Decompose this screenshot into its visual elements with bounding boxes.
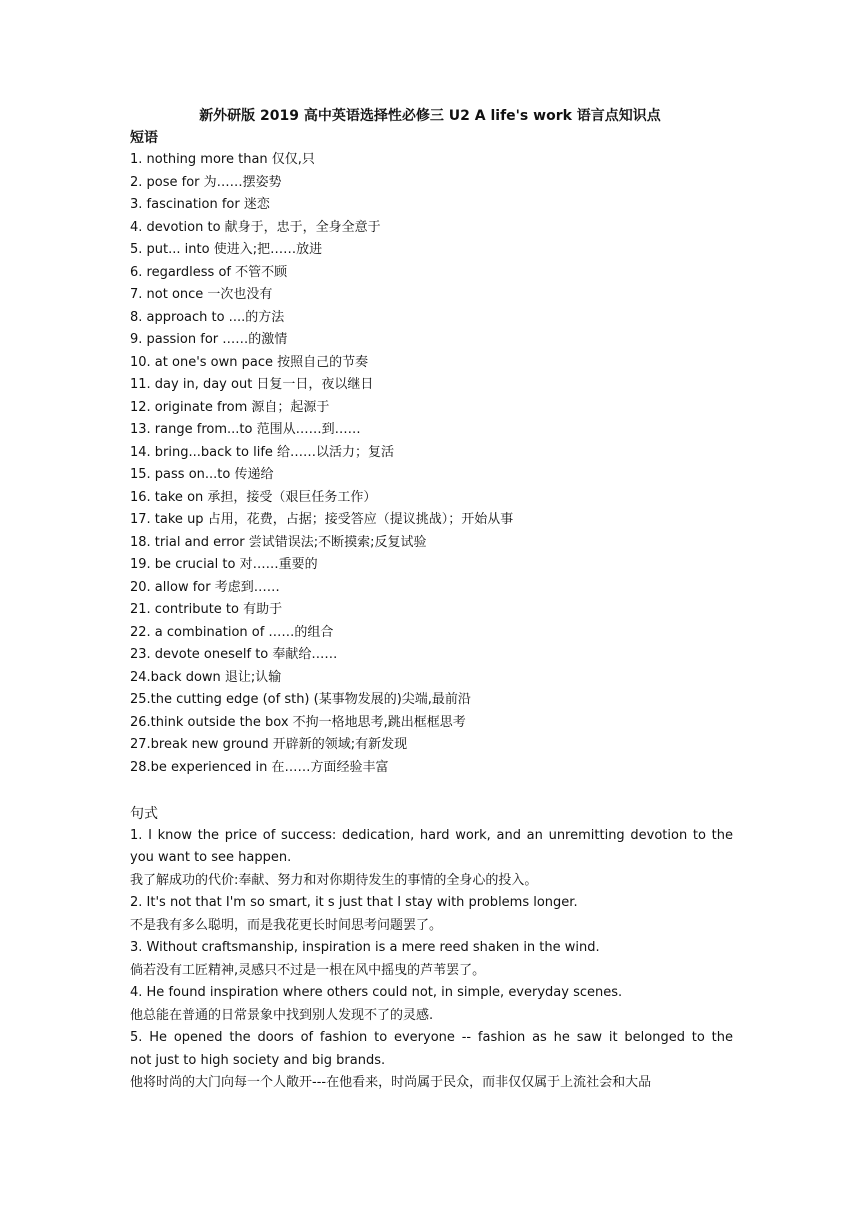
phrase-item: 4. devotion to 献身于，忠于，全身全意于 xyxy=(130,220,381,235)
sentence-translation: 我了解成功的代价:奉献、努力和对你期待发生的事情的全身心的投入。 xyxy=(130,873,538,888)
sentence-line: 1. I know the price of success: dedication, hard work, and an unremitting devotion to the xyxy=(130,828,733,843)
phrase-item: 6. regardless of 不管不顾 xyxy=(130,265,288,280)
sentence-line: 3. Without craftsmanship, inspiration is a mere reed shaken in the wind. xyxy=(130,940,600,955)
phrase-item: 15. pass on...to 传递给 xyxy=(130,467,274,482)
phrase-item: 20. allow for 考虑到…… xyxy=(130,580,280,595)
phrase-item: 3. fascination for 迷恋 xyxy=(130,197,270,212)
document-title: 新外研版 2019 高中英语选择性必修三 U2 A life's work 语言点知识点 xyxy=(199,108,661,124)
phrase-item: 19. be crucial to 对……重要的 xyxy=(130,557,318,572)
phrase-item: 1. nothing more than 仅仅,只 xyxy=(130,152,315,167)
phrase-item: 9. passion for ……的激情 xyxy=(130,332,288,347)
phrase-item: 11. day in, day out 日复一日，夜以继日 xyxy=(130,377,374,392)
phrase-item: 26.think outside the box 不拘一格地思考,跳出框框思考 xyxy=(130,715,466,730)
phrase-item: 7. not once 一次也没有 xyxy=(130,287,273,302)
phrase-item: 24.back down 退让;认输 xyxy=(130,670,282,685)
sentence-line: 5. He opened the doors of fashion to everyone -- fashion as he saw it belonged to the xyxy=(130,1030,733,1045)
sentence-translation: 倘若没有工匠精神,灵感只不过是一根在风中摇曳的芦苇罢了。 xyxy=(130,963,486,978)
sentence-translation: 他将时尚的大门向每一个人敞开---在他看来，时尚属于民众，而非仅仅属于上流社会和大品 xyxy=(130,1075,652,1090)
phrase-item: 8. approach to ....的方法 xyxy=(130,310,285,325)
phrases-heading: 短语 xyxy=(130,130,158,146)
phrase-item: 28.be experienced in 在……方面经验丰富 xyxy=(130,760,389,775)
sentence-line: not just to high society and big brands. xyxy=(130,1053,386,1068)
phrase-item: 2. pose for 为……摆姿势 xyxy=(130,175,282,190)
phrase-item: 10. at one's own pace 按照自己的节奏 xyxy=(130,355,369,370)
phrase-item: 17. take up 占用，花费，占据；接受答应（提议挑战）；开始从事 xyxy=(130,512,514,527)
phrase-item: 18. trial and error 尝试错误法;不断摸索;反复试验 xyxy=(130,535,427,550)
phrase-item: 13. range from...to 范围从……到…… xyxy=(130,422,361,437)
phrase-item: 21. contribute to 有助于 xyxy=(130,602,283,617)
sentence-line: 4. He found inspiration where others could not, in simple, everyday scenes. xyxy=(130,985,623,1000)
phrase-item: 16. take on 承担，接受（艰巨任务工作） xyxy=(130,490,377,505)
phrase-item: 22. a combination of ……的组合 xyxy=(130,625,334,640)
phrase-item: 14. bring...back to life 给……以活力；复活 xyxy=(130,445,395,460)
phrase-item: 25.the cutting edge (of sth) (某事物发展的)尖端,最前沿 xyxy=(130,692,471,707)
phrase-item: 12. originate from 源自；起源于 xyxy=(130,400,330,415)
phrase-item: 5. put... into 使进入;把……放进 xyxy=(130,242,323,257)
sentence-translation: 他总能在普通的日常景象中找到别人发现不了的灵感. xyxy=(130,1008,434,1023)
sentence-translation: 不是我有多么聪明，而是我花更长时间思考问题罢了。 xyxy=(130,918,443,933)
sentence-line: 2. It's not that I'm so smart, it s just that I stay with problems longer. xyxy=(130,895,578,910)
phrase-item: 23. devote oneself to 奉献给…… xyxy=(130,647,338,662)
phrase-item: 27.break new ground 开辟新的领域;有新发现 xyxy=(130,737,408,752)
sentences-heading: 句式 xyxy=(130,806,158,822)
sentence-line: you want to see happen. xyxy=(130,850,292,865)
